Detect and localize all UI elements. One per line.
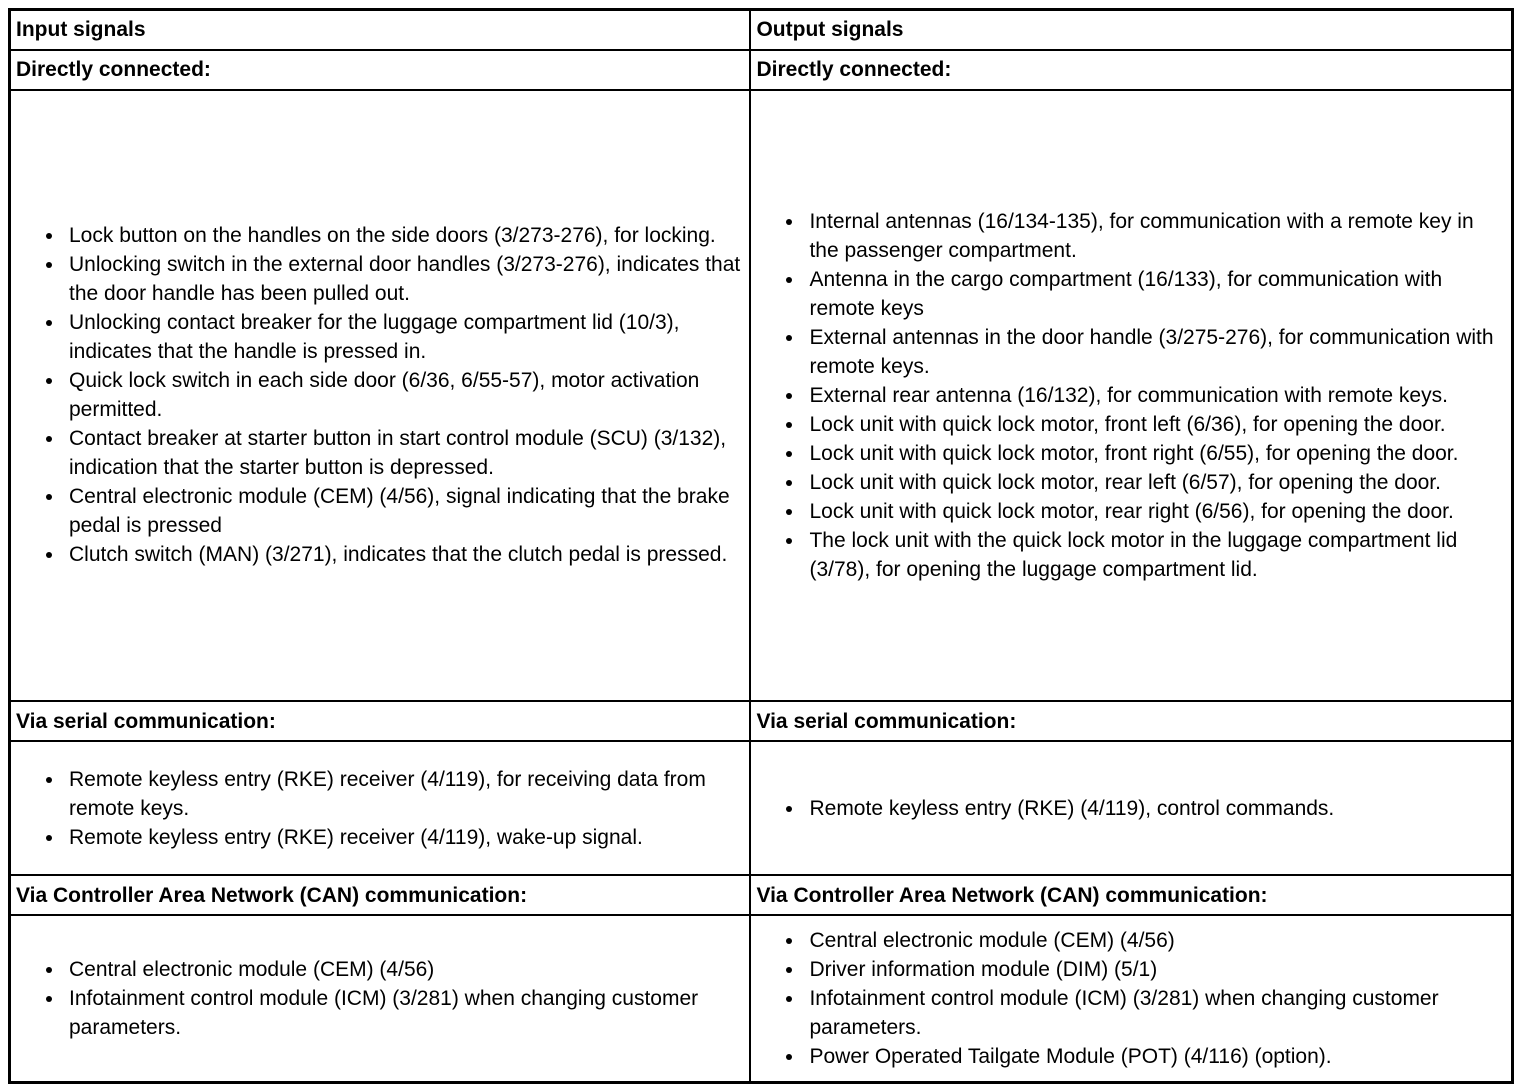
items-row-serial-communication: [10, 741, 1513, 875]
section-title-serial-output: Via serial communication:: [750, 701, 1512, 741]
bullet-list: [17, 765, 743, 852]
list-item: • Antenna in the cargo compartment (16/133), for communication with remote keys: [805, 265, 1505, 323]
list-item: • Unlocking contact breaker for the luggage compartment lid (10/3), indicates that the handle is pressed in.: [65, 308, 743, 366]
section-title-directly-connected-input: Directly connected:: [10, 50, 751, 90]
list-item: • Remote keyless entry (RKE) receiver (4/119), for receiving data from remote keys.: [65, 765, 743, 823]
section-title-can-input: Via Controller Area Network (CAN) communication:: [10, 875, 751, 915]
list-item: • Infotainment control module (ICM) (3/281) when changing customer parameters.: [65, 984, 743, 1042]
input-can-list: [10, 915, 751, 1083]
list-item: • Central electronic module (CEM) (4/56), signal indicating that the brake pedal is pressed: [65, 482, 743, 540]
list-item: • Contact breaker at starter button in start control module (SCU) (3/132), indication that the starter button is depressed.: [65, 424, 743, 482]
input-directly-connected-list: [10, 90, 751, 702]
bullet-list: [757, 207, 1505, 584]
list-item: • The lock unit with the quick lock motor in the luggage compartment lid (3/78), for opening the luggage compartment lid.: [805, 526, 1505, 584]
list-item: • External rear antenna (16/132), for communication with remote keys.: [805, 381, 1505, 410]
list-item: • Lock unit with quick lock motor, rear left (6/57), for opening the door.: [805, 468, 1505, 497]
column-header-input-signals: Input signals: [10, 10, 751, 50]
section-title-directly-connected-output: Directly connected:: [750, 50, 1512, 90]
list-item: • Clutch switch (MAN) (3/271), indicates that the clutch pedal is pressed.: [65, 540, 743, 569]
section-title-row-can-communication: [10, 875, 1513, 915]
list-item: • Remote keyless entry (RKE) (4/119), control commands.: [805, 794, 1505, 823]
bullet-list: [757, 926, 1505, 1071]
list-item: • Driver information module (DIM) (5/1): [805, 955, 1505, 984]
input-serial-list: [10, 741, 751, 875]
list-item: • Lock unit with quick lock motor, front left (6/36), for opening the door.: [805, 410, 1505, 439]
output-directly-connected-list: [750, 90, 1512, 702]
section-title-can-output: Via Controller Area Network (CAN) communication:: [750, 875, 1512, 915]
list-item: • Lock button on the handles on the side doors (3/273-276), for locking.: [65, 221, 743, 250]
list-item: • Quick lock switch in each side door (6/36, 6/55-57), motor activation permitted.: [65, 366, 743, 424]
items-row-directly-connected: [10, 90, 1513, 702]
table-header-row: [10, 10, 1513, 50]
list-item: • Lock unit with quick lock motor, front right (6/55), for opening the door.: [805, 439, 1505, 468]
list-item: • Unlocking switch in the external door handles (3/273-276), indicates that the door handle has been pulled out.: [65, 250, 743, 308]
output-serial-list: [750, 741, 1512, 875]
list-item: • External antennas in the door handle (3/275-276), for communication with remote keys.: [805, 323, 1505, 381]
list-item: • Power Operated Tailgate Module (POT) (4/116) (option).: [805, 1042, 1505, 1071]
section-title-row-directly-connected: [10, 50, 1513, 90]
list-item: • Lock unit with quick lock motor, rear right (6/56), for opening the door.: [805, 497, 1505, 526]
list-item: • Central electronic module (CEM) (4/56): [65, 955, 743, 984]
column-header-output-signals: Output signals: [750, 10, 1512, 50]
section-title-serial-input: Via serial communication:: [10, 701, 751, 741]
items-row-can-communication: [10, 915, 1513, 1083]
signals-table: [8, 8, 1514, 1084]
section-title-row-serial-communication: [10, 701, 1513, 741]
list-item: • Infotainment control module (ICM) (3/281) when changing customer parameters.: [805, 984, 1505, 1042]
list-item: • Internal antennas (16/134-135), for communication with a remote key in the passenger compartment.: [805, 207, 1505, 265]
output-can-list: [750, 915, 1512, 1083]
bullet-list: [757, 794, 1505, 823]
list-item: • Central electronic module (CEM) (4/56): [805, 926, 1505, 955]
bullet-list: [17, 221, 743, 569]
bullet-list: [17, 955, 743, 1042]
list-item: • Remote keyless entry (RKE) receiver (4/119), wake-up signal.: [65, 823, 743, 852]
